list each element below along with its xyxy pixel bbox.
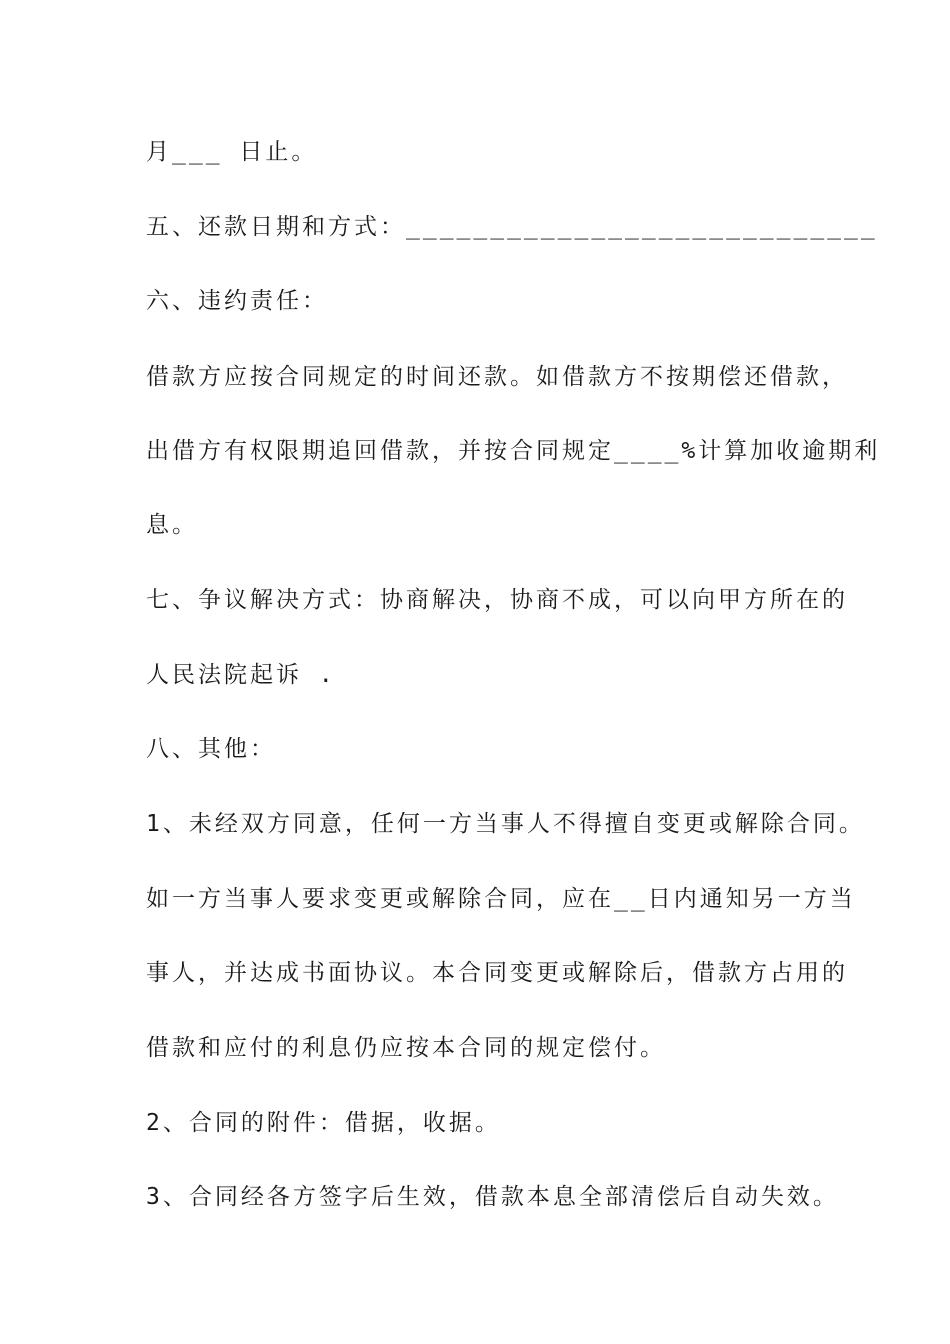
text-line: 借款和应付的利息仍应按本合同的规定偿付。 xyxy=(146,1035,666,1061)
dispute-clause: 七、争议解决方式：协商解决，协商不成，可以向甲方所在的 xyxy=(146,587,848,613)
text-line: 月___ 日止。 xyxy=(146,139,318,165)
other-item-2: 2、合同的附件：借据，收据。 xyxy=(146,1110,501,1136)
section-heading-liability: 六、违约责任： xyxy=(146,288,328,314)
section-heading-other: 八、其他： xyxy=(146,736,276,762)
text-line: 人民法院起诉 . xyxy=(146,662,336,688)
other-item-1: 1、未经双方同意，任何一方当事人不得擅自变更或解除合同。 xyxy=(146,811,865,837)
text-line: 事人，并达成书面协议。本合同变更或解除后，借款方占用的 xyxy=(146,960,848,986)
repayment-clause: 五、还款日期和方式：____________________________ xyxy=(146,214,878,240)
text-line: 借款方应按合同规定的时间还款。如借款方不按期偿还借款， xyxy=(146,364,848,390)
text-line: 如一方当事人要求变更或解除合同，应在__日内通知另一方当 xyxy=(146,886,856,912)
text-line: 出借方有权限期追回借款，并按合同规定____%计算加收逾期利 xyxy=(146,438,881,464)
other-item-3: 3、合同经各方签字后生效，借款本息全部清偿后自动失效。 xyxy=(146,1184,839,1210)
text-line: 息。 xyxy=(146,512,198,538)
